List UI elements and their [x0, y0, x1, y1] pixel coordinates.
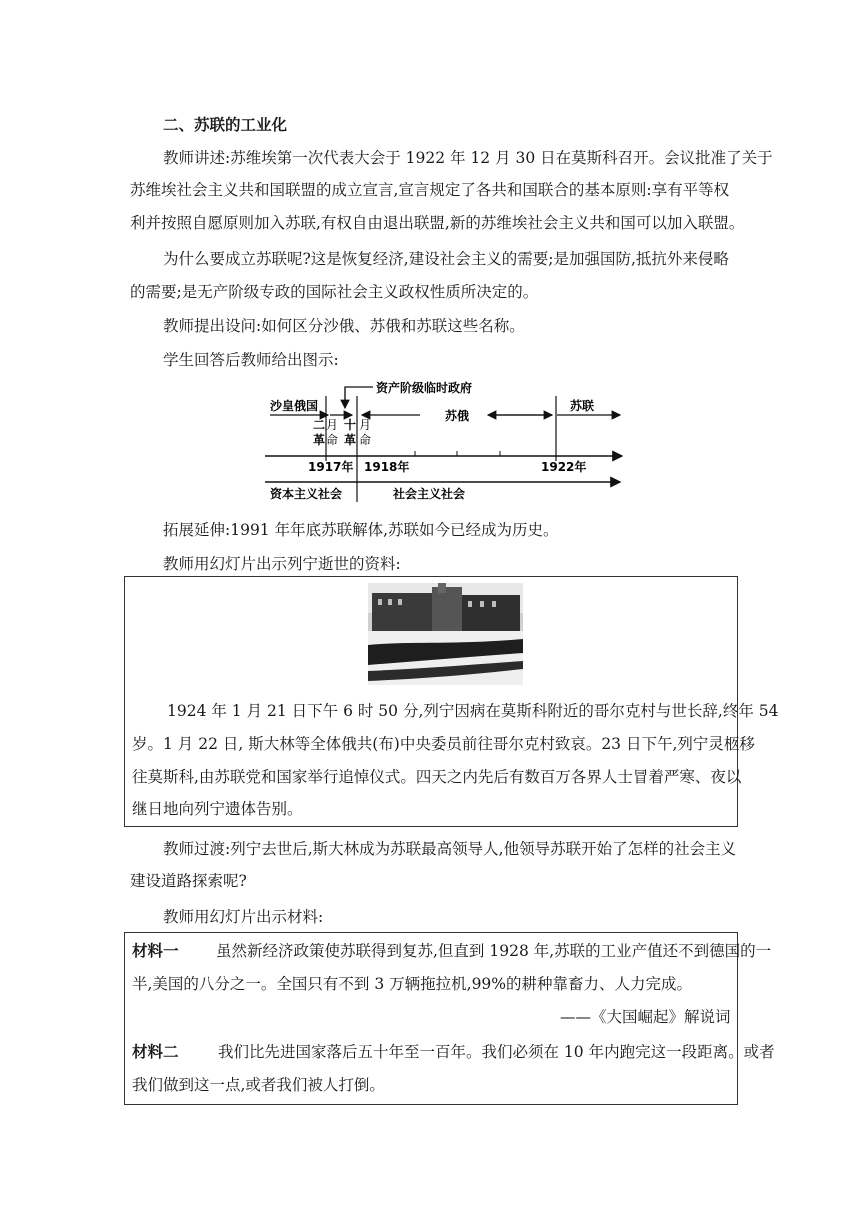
material-1-line-1: 虽然新经济政策使苏联得到复苏,但直到 1928 年,苏联的工业产值还不到德国的一 — [216, 942, 772, 960]
material-1-label: 材料一 — [132, 942, 179, 960]
paragraph-1-line-2: 苏维埃社会主义共和国联盟的成立宣言,宣言规定了各共和国联合的基本原则:享有平等权 — [130, 181, 730, 199]
october-revolution-char-2: 月 — [359, 418, 372, 432]
material-slide-intro: 教师用幻灯片出示材料: — [163, 908, 324, 926]
material-2-label: 材料二 — [132, 1043, 179, 1061]
teacher-transition-line-2: 建设道路探索呢? — [130, 872, 247, 890]
material-2-line-1: 我们比先进国家落后五十年至一百年。我们必须在 10 年内跑完这一段距离。或者 — [218, 1043, 775, 1061]
timeline-diagram — [260, 374, 630, 504]
material-1-source: ——《大国崛起》解说词 — [560, 1008, 731, 1026]
teacher-question: 教师提出设问:如何区分沙俄、苏俄和苏联这些名称。 — [163, 317, 525, 335]
socialist-society-label: 社会主义社会 — [393, 487, 466, 501]
paragraph-2-line-2: 的需要;是无产阶级专政的国际社会主义政权性质所决定的。 — [130, 283, 539, 301]
paragraph-1-line-3: 利并按照自愿原则加入苏联,有权自由退出联盟,新的苏维埃社会主义共和国可以加入联盟。 — [130, 214, 745, 232]
lenin-slide-intro: 教师用幻灯片出示列宁逝世的资料: — [163, 555, 401, 573]
capitalist-society-label: 资本主义社会 — [270, 487, 343, 501]
february-revolution-char-3: 革 — [313, 433, 326, 447]
extension-text: 拓展延伸:1991 年年底苏联解体,苏联如今已经成为历史。 — [163, 521, 559, 539]
section-heading: 二、苏联的工业化 — [163, 116, 288, 134]
year-1918: 1918年 — [364, 460, 410, 474]
tsarist-russia-label: 沙皇俄国 — [270, 399, 319, 413]
soviet-russia-label: 苏俄 — [445, 409, 470, 423]
lenin-funeral-photo — [368, 583, 523, 685]
year-1917: 1917年 — [308, 460, 354, 474]
february-revolution-char-4: 命 — [326, 433, 339, 447]
february-revolution-char-1: 二 — [313, 418, 326, 432]
paragraph-2-line-1: 为什么要成立苏联呢?这是恢复经济,建设社会主义的需要;是加强国防,抵抗外来侵略 — [163, 250, 729, 268]
lenin-text-line-4: 继日地向列宁遗体告别。 — [132, 800, 303, 818]
paragraph-1-line-1: 教师讲述:苏维埃第一次代表大会于 1922 年 12 月 30 日在莫斯科召开。会议批准了关于 — [163, 149, 773, 167]
lenin-text-line-3: 往莫斯科,由苏联党和国家举行追悼仪式。四天之内先后有数百万各界人士冒着严寒、夜以 — [132, 768, 742, 786]
ussr-label: 苏联 — [570, 399, 595, 413]
october-revolution-char-3: 革 — [344, 433, 357, 447]
teacher-transition-line-1: 教师过渡:列宁去世后,斯大林成为苏联最高领导人,他领导苏联开始了怎样的社会主义 — [163, 840, 737, 858]
lenin-text-line-1: 1924 年 1 月 21 日下午 6 时 50 分,列宁因病在莫斯科附近的哥尔克村与世长辞,终年 54 — [167, 702, 779, 720]
lenin-text-line-2: 岁。1 月 22 日, 斯大林等全体俄共(布)中央委员前往哥尔克村致哀。23 日下午,列宁灵柩移 — [132, 735, 755, 753]
provisional-government-label: 资产阶级临时政府 — [376, 381, 473, 395]
material-1-line-2: 半,美国的八分之一。全国只有不到 3 万辆拖拉机,99%的耕种靠畜力、人力完成。 — [132, 975, 693, 993]
february-revolution-char-2: 月 — [326, 418, 339, 432]
october-revolution-char-4: 命 — [359, 433, 372, 447]
material-2-line-2: 我们做到这一点,或者我们被人打倒。 — [132, 1076, 385, 1094]
october-revolution-char-1: 十 — [344, 418, 357, 432]
student-answer-intro: 学生回答后教师给出图示: — [163, 351, 339, 369]
year-1922: 1922年 — [541, 460, 587, 474]
